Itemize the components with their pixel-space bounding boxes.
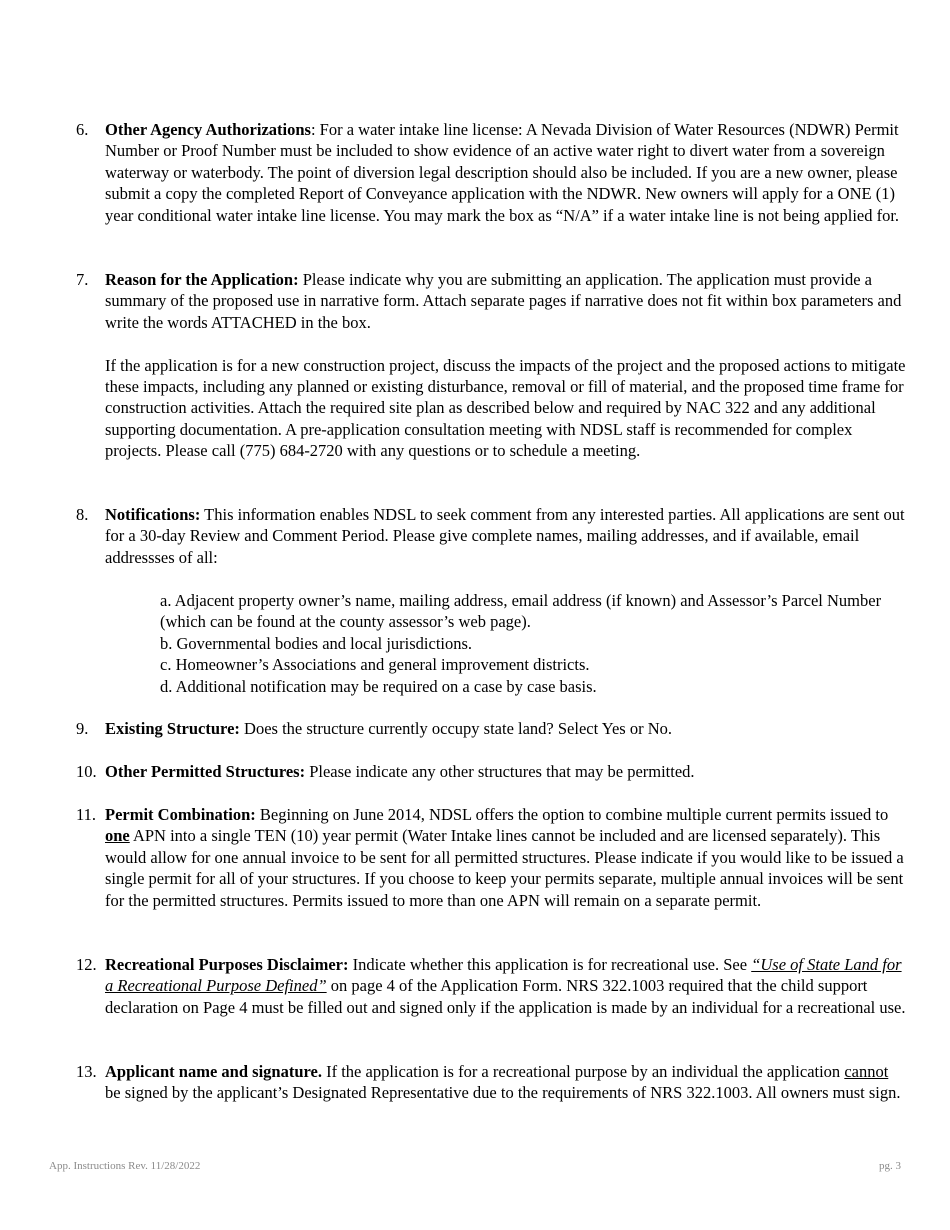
item-text: Please indicate any other structures that may be permitted. (305, 762, 695, 781)
item-text: This information enables NDSL to seek comment from any interested parties. All applications are sent out for a 30-day Review and Comment Period. Please give complete names, mailing addresses, and if available, email addressses of all: (105, 505, 905, 567)
item-number: 7. (76, 270, 89, 289)
item-heading: Applicant name and signature. (105, 1062, 322, 1081)
item-paragraph: If the application is for a new construction project, discuss the impacts of the project and the proposed actions to mitigate these impacts, including any planned or existing disturbance, removal or fill of material, and the proposed time frame for construction activities. Attach the required site plan as described below and required by NAC 322 and any additional supporting documentation. A pre-application consultation meeting with NDSL staff is recommended for complex projects. Please call (775) 684-2720 with any questions or to schedule a meeting. (105, 355, 906, 461)
footer-page-number: pg. 3 (879, 1160, 901, 1172)
item-text: Does the structure currently occupy state land? Select Yes or No. (239, 719, 672, 738)
item-heading: Other Permitted Structures: (105, 762, 306, 781)
instruction-item-7 (76, 269, 906, 462)
item-number: 12. (76, 955, 97, 974)
instruction-item-13: 13. Applicant name and signature. If the application is for a recreational purpose by an individual the application cannot be signed by the applicant’s Designated Representative due to the requirements of NRS 322.1003. All owners must sign. (76, 1062, 901, 1103)
item-heading: Existing Structure: (105, 719, 240, 738)
item-number: 10. (76, 762, 97, 781)
sublist-item-d: d. Additional notification may be required on a case by case basis. (160, 676, 597, 696)
item-number: 9. (76, 719, 89, 738)
instruction-item-12: 12. Recreational Purposes Disclaimer: Indicate whether this application is for recreational use. See “Use of State Land for a Recreational Purpose Defined” on page 4 of the Application Form. NRS 322.1003 required that the child support declaration on Page 4 must be filled out and signed only if the application is made by an individual for a recreational use. (76, 955, 906, 1017)
item-heading: Reason for the Application: (105, 270, 299, 289)
instruction-item-6: 6. Other Agency Authorizations: For a water intake line license: A Nevada Division of Water Resources (NDWR) Permit Number or Proof Number must be included to show evidence of an active water right to divert water from a sovereign waterway or waterbody. The point of diversion legal description should also be included. If you are a new owner, please submit a copy the completed Report of Conveyance application with the NDWR. New owners will apply for a ONE (1) year conditional water intake line license. You may mark the box as “N/A” if a water intake line is not being applied for. (76, 120, 900, 225)
item-number: 8. (76, 505, 89, 524)
notification-sublist (160, 590, 900, 697)
item-text: For a water intake line license: A Nevada Division of Water Resources (NDWR) Permit Number or Proof Number must be included to show evidence of an active water right to divert water from a sovereign waterway or waterbody. The point of diversion legal description should also be included. If you are a new owner, please submit a copy the completed Report of Conveyance application with the NDWR. New owners will apply for a ONE (1) year conditional water intake line license. You may mark the box as “N/A” if a water intake line is not being applied for. (105, 120, 900, 225)
instruction-item-10 (76, 761, 906, 782)
item-number: 6. (76, 120, 89, 139)
instruction-item-11: 11. Permit Combination: Beginning on June 2014, NDSL offers the option to combine multiple current permits issued to one APN into a single TEN (10) year permit (Water Intake lines cannot be included and are licensed separately). This would allow for one annual invoice to be sent for all permitted structures. Please indicate if you would like to be issued a single permit for all of your structures. If you choose to keep your permits separate, multiple annual invoices will be sent for the permitted structures. Permits issued to more than one APN will remain on a separate permit. (76, 805, 904, 910)
instruction-item-8 (76, 504, 906, 568)
instruction-item-9 (76, 718, 906, 739)
item-heading: Notifications: (105, 505, 201, 524)
emphasis-one: one (105, 826, 130, 846)
item-heading: Permit Combination: (105, 805, 256, 824)
item-heading: Recreational Purposes Disclaimer: (105, 955, 349, 974)
sublist-item-b: b. Governmental bodies and local jurisdictions. (160, 633, 473, 653)
item-text: Please indicate why you are submitting an application. The application must provide a summary of the proposed use in narrative form. Attach separate pages if narrative does not fit within box parameters and write the words ATTACHED in the box. (105, 270, 902, 332)
recreational-use-reference: “Use of State Land for a Recreational Purpose Defined” (105, 955, 902, 996)
footer-revision: App. Instructions Rev. 11/28/2022 (49, 1160, 201, 1172)
item-heading: Other Agency Authorizations (105, 120, 311, 139)
item-number: 11. (76, 805, 97, 824)
item-number: 13. (76, 1062, 97, 1081)
sublist-item-c: c. Homeowner’s Associations and general improvement districts. (160, 655, 590, 675)
sublist-item-a: a. Adjacent property owner’s name, mailing address, email address (if known) and Assessor’s Parcel Number (which can be found at the county assessor’s web page). (160, 591, 882, 632)
emphasis-cannot: cannot (844, 1062, 889, 1081)
